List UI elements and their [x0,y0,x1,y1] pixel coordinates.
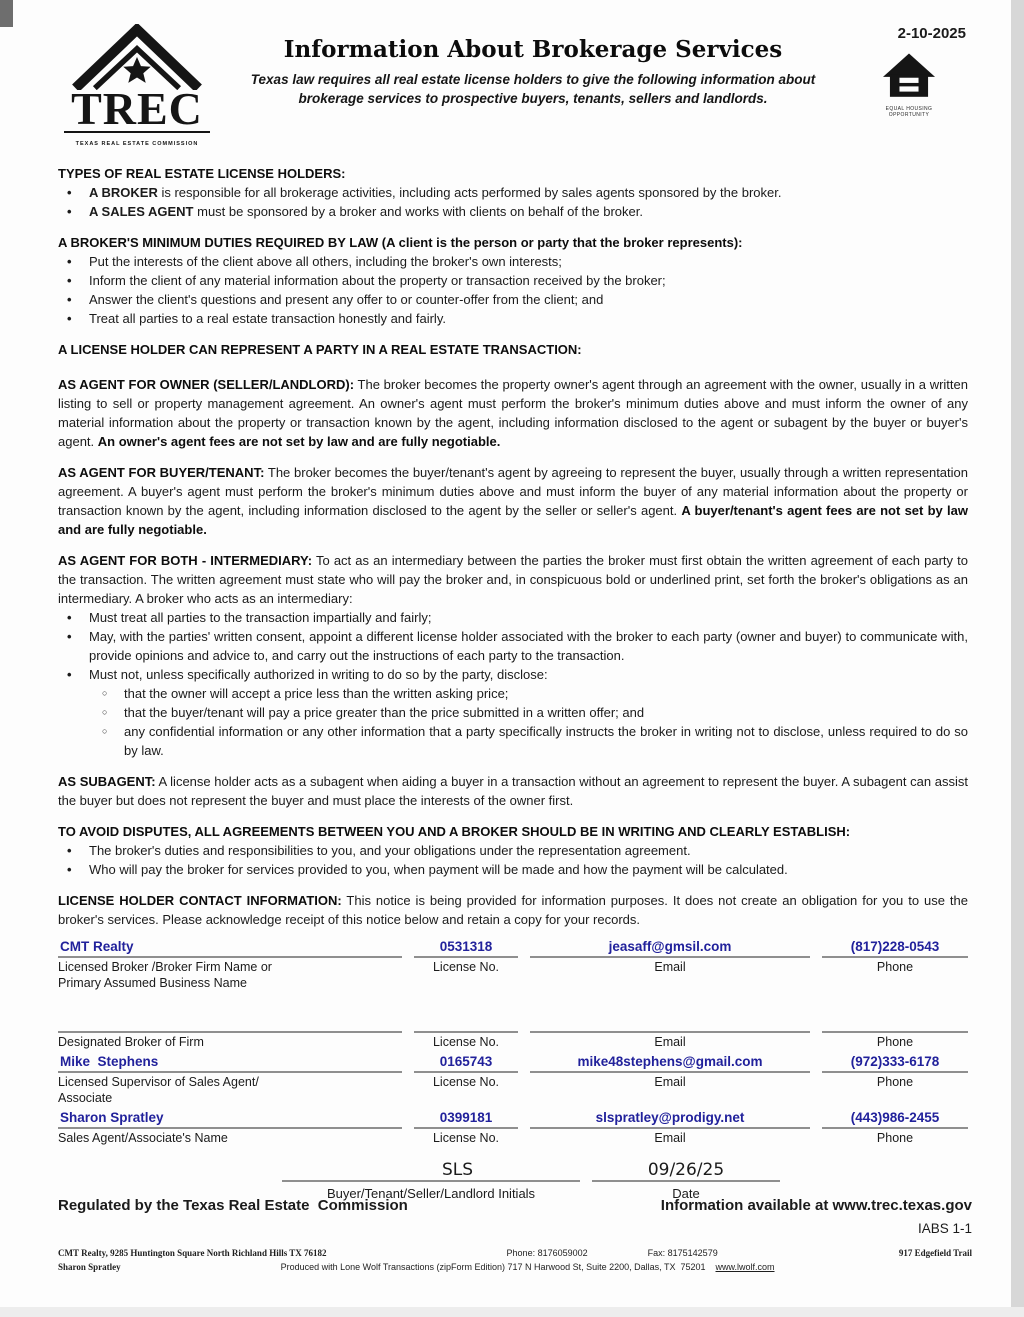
page-subtitle-line2: brokerage services to prospective buyers, tenants, sellers and landlords. [298,91,768,106]
date-value: 09/26/25 [592,1160,780,1182]
trec-logo-word: TREC [71,83,203,134]
scan-artifact-bottom-edge [0,1307,1024,1317]
designated-broker-name-field [58,1012,402,1033]
paragraph-lead: AS AGENT FOR BUYER/TENANT: [58,465,265,480]
bullet-item: • A BROKER is responsible for all brokerage activities, including acts performed by sales agents sponsored by the broker. [58,183,968,202]
document-footer [58,1196,972,1273]
agent-name-text: Sharon Spratley [58,1262,121,1272]
field-label: Email [654,1131,686,1145]
designated-broker-license-field [414,1012,518,1033]
bullet-item: • A SALES AGENT must be sponsored by a broker and works with clients on behalf of the broker. [58,202,968,221]
designated-broker-phone-field [822,1012,968,1033]
paragraph-lead: AS AGENT FOR OWNER (SELLER/LANDLORD): [58,377,355,392]
field-label: Email [654,960,686,974]
section-avoid-disputes [58,822,968,879]
broker-firm-name-field: CMT Realty [58,937,402,958]
field-label: License No. [432,1131,499,1145]
section-broker-minimum-duties [58,233,968,328]
broker-firm-license-field: 0531318 [414,937,518,958]
field-label: Phone [876,960,914,974]
sales-agent-phone-field: (443)986-2455 [822,1108,968,1129]
section-subagent [58,772,968,810]
bullet-item: • Answer the client's questions and present any offer to or counter-offer from the client; and [58,290,968,309]
paragraph-bold-tail: An owner's agent fees are not set by law and are fully negotiable. [97,434,501,449]
paragraph: LICENSE HOLDER CONTACT INFORMATION: This notice is being provided for information purposes. It does not create an obligation for you to use the broker's services. Please acknowledge receipt of this notice below and retain a copy for your records. [58,893,968,927]
bullet-item: • May, with the parties' written consent, appoint a different license holder associated with the broker to each party (owner and buyer) to communicate with, provide opinions and advice to, and carry out the instructions of each party to the transaction. [58,627,968,665]
trec-logo [58,24,216,154]
section-license-holder-types [58,164,968,221]
section-heading: A BROKER'S MINIMUM DUTIES REQUIRED BY LAW (A client is the person or party that the broker represents): [58,235,743,250]
paragraph-lead: AS AGENT FOR BOTH - INTERMEDIARY: [58,553,313,568]
header-center [216,24,850,154]
field-label: License No. [432,960,499,974]
paragraph: AS AGENT FOR BUYER/TENANT: The broker becomes the buyer/tenant's agent by agreeing to represent the buyer, usually through a written representation agreement. A buyer's agent must perform the broker's minimum duties above and must inform the buyer of any material information about the property or transaction known by the agent, including information disclosed to the agent by the seller or seller's agent. A buyer/tenant's agent fees are not set by law and are fully negotiable. [58,465,969,537]
supervisor-email-field: mike48stephens@gmail.com [530,1052,810,1073]
property-address-text: 917 Edgefield Trail [898,1248,972,1258]
footer-fine-print-row1 [58,1247,972,1259]
produced-with-text: Produced with Lone Wolf Transactions (zipForm Edition) 717 N Harwood St, Suite 2200, Dallas, TX 75201 [280,1262,706,1272]
equal-housing-logo [883,53,935,118]
footer-fine-print-row2 [58,1261,972,1273]
field-label: Email [654,1075,686,1089]
bullet-item: • Must treat all parties to the transaction impartially and fairly; [58,608,968,627]
initials-label: Buyer/Tenant/Seller/Landlord Initials [326,1186,536,1201]
equal-housing-label: EQUAL HOUSING OPPORTUNITY [885,106,933,118]
bullet-item: • Inform the client of any material information about the property or transaction received by the broker; [58,271,968,290]
supervisor-license-field: 0165743 [414,1052,518,1073]
sub-bullet-item: ○ that the owner will accept a price less than the written asking price; [58,684,968,703]
broker-firm-email-field: jeasaff@gmsil.com [530,937,810,958]
office-phone-text: Phone: 8176059002 [506,1248,588,1258]
date-label: Date [672,1186,700,1201]
field-label: Phone [876,1131,914,1145]
sales-agent-email-field: slspratley@prodigy.net [530,1108,810,1129]
field-label: License No. [432,1075,499,1089]
section-agent-for-buyer [58,463,968,539]
office-address-text: CMT Realty, 9285 Huntington Square North Richland Hills TX 76182 [58,1248,327,1258]
section-heading: A LICENSE HOLDER CAN REPRESENT A PARTY IN A REAL ESTATE TRANSACTION: [58,342,582,357]
section-agent-for-owner [58,375,968,451]
field-label: Sales Agent/Associate's Name [58,1131,228,1145]
section-heading: TYPES OF REAL ESTATE LICENSE HOLDERS: [58,166,346,181]
paragraph-bold-tail: A buyer/tenant's agent fees are not set by law and are fully negotiable. [58,503,969,537]
header-right [850,24,968,154]
paragraph-lead: AS SUBAGENT: [58,774,156,789]
page-title: Information About Brokerage Services [283,36,783,63]
field-label: Email [654,1035,686,1049]
supervisor-name-field: Mike Stephens [58,1052,402,1073]
bullet-item: • Treat all parties to a real estate transaction honestly and fairly. [58,309,968,328]
sub-bullet-item: ○ any confidential information or any other information that a party specifically instructs the broker in writing not to disclose, unless required to do so by law. [58,722,968,760]
initials-value: SLS [282,1160,580,1182]
office-fax-text: Fax: 8175142579 [647,1248,718,1258]
sales-agent-name-field: Sharon Spratley [58,1108,402,1129]
equal-housing-house-icon [883,53,935,99]
sub-bullet-item: ○ that the buyer/tenant will pay a price greater than the price submitted in a written offer; and [58,703,968,722]
info-available-text: Information available at www.trec.texas.gov [660,1197,972,1214]
document-header [58,0,968,154]
form-id: IABS 1-1 [917,1221,972,1236]
section-contact-information [58,891,968,929]
section-license-holder-represent [58,340,968,359]
paragraph-lead: LICENSE HOLDER CONTACT INFORMATION: [58,893,342,908]
page-subtitle [216,70,850,108]
broker-firm-phone-field: (817)228-0543 [822,937,968,958]
field-label: Licensed Supervisor of Sales Agent/ Associate [58,1075,259,1105]
footer-regulatory-row [58,1196,972,1215]
field-label: Designated Broker of Firm [58,1035,204,1049]
contact-table [58,937,968,1146]
bullet-item: • Must not, unless specifically authorized in writing to do so by the party, disclose: [58,665,968,684]
bullet-item: • Put the interests of the client above all others, including the broker's own interests; [58,252,968,271]
field-label: Phone [876,1075,914,1089]
sales-agent-license-field: 0399181 [414,1108,518,1129]
table-row-gap [58,991,968,1012]
paragraph: AS AGENT FOR OWNER (SELLER/LANDLORD): The broker becomes the property owner's agent through an agreement with the owner, usually in a written listing to sell or property management agreement. An owner's agent must perform the broker's minimum duties above and must inform the owner of any material information about the property or transaction known by the agent, including information disclosed to the agent or subagent by the buyer or buyer's agent. An owner's agent fees are not set by law and are fully negotiable. [58,377,968,449]
paragraph: AS SUBAGENT: A license holder acts as a subagent when aiding a buyer in a transaction without an agreement to represent the buyer. A subagent can assist the buyer but does not represent the buyer and must place the interests of the owner first. [58,774,968,808]
section-heading: TO AVOID DISPUTES, ALL AGREEMENTS BETWEEN YOU AND A BROKER SHOULD BE IN WRITING AND CLEARLY ESTABLISH: [58,824,851,839]
scan-artifact-right-edge [1011,0,1024,1317]
section-intermediary [58,551,968,760]
trec-roof-star-icon [67,24,207,90]
scan-artifact-corner [0,0,13,27]
bullet-item: • Who will pay the broker for services provided to you, when payment will be made and how the payment will be calculated. [58,860,968,879]
regulated-by-text: Regulated by the Texas Real Estate Commission [58,1197,408,1214]
supervisor-phone-field: (972)333-6178 [822,1052,968,1073]
revision-date: 2-10-2025 [897,25,966,42]
bullet-item: • The broker's duties and responsibilities to you, and your obligations under the representation agreement. [58,841,968,860]
field-label: License No. [432,1035,499,1049]
designated-broker-email-field [530,1012,810,1033]
lwolf-link[interactable]: www.lwolf.com [715,1262,775,1272]
field-label: Phone [876,1035,914,1049]
field-label: Licensed Broker /Broker Firm Name or Primary Assumed Business Name [58,960,272,990]
trec-logo-tagline: TEXAS REAL ESTATE COMMISSION [64,131,210,154]
paragraph: AS AGENT FOR BOTH - INTERMEDIARY: To act as an intermediary between the parties the broker must first obtain the written agreement of each party to the transaction. The written agreement must state who will pay the broker and, in conspicuous bold or underlined print, set forth the broker's obligations as an intermediary. A broker who acts as an intermediary: [58,553,968,606]
page-subtitle-line1: Texas law requires all real estate license holders to give the following information about [250,72,816,87]
